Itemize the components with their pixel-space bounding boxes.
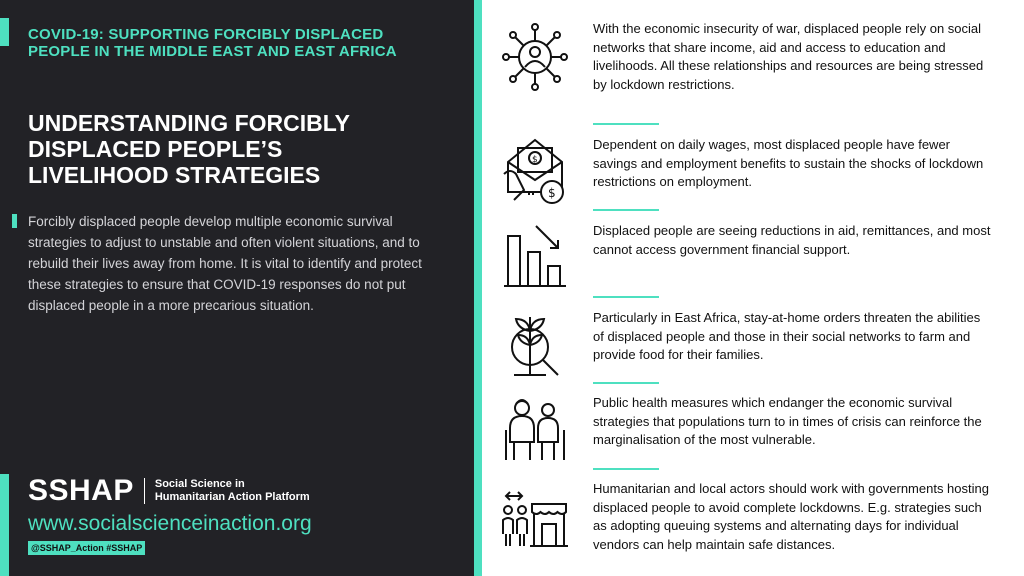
point-divider — [593, 468, 659, 470]
wage-envelope-icon — [500, 134, 570, 208]
key-point-text: Dependent on daily wages, most displaced people have fewer savings and employment benefits to sustain the shocks of lockdown restrictions on employment. — [593, 137, 984, 190]
intro-marker — [12, 214, 17, 228]
platform-name-line2: Humanitarian Action Platform — [154, 491, 310, 503]
point-divider — [593, 382, 659, 384]
website-link[interactable]: www.socialscienceinaction.org — [28, 512, 312, 535]
social-network-icon — [500, 20, 570, 94]
platform-name-line1: Social Science in — [154, 478, 245, 490]
declining-chart-icon — [500, 222, 570, 296]
key-point-text: Public health measures which endanger the economic survival strategies that populations turn to in times of crisis can reinforce the marginalisation of the most vulnerable. — [593, 395, 982, 448]
kicker-title: COVID-19: SUPPORTING FORCIBLY DISPLACED PEOPLE IN THE MIDDLE EAST AND EAST AFRICA — [28, 26, 397, 60]
key-point-text: Humanitarian and local actors should work with governments hosting displaced people to avoid complete lockdowns. E.g. strategies such as adopting queuing systems and alternating days for individual vendors can help maintain safe distances. — [593, 481, 989, 552]
divider-line — [474, 0, 482, 576]
social-handles: @SSHAP_Action #SSHAP — [28, 541, 145, 555]
svg-text:$: $ — [548, 186, 556, 200]
key-point-text: With the economic insecurity of war, displaced people rely on social networks that share income, aid and access to education and livelihoods. All these relationships and resources are being stressed by lockdown restrictions. — [593, 21, 984, 92]
plant-inspection-icon — [500, 309, 570, 383]
point-divider — [593, 296, 659, 298]
page-title: UNDERSTANDING FORCIBLY DISPLACED PEOPLE’S LIVELIHOOD STRATEGIES — [28, 110, 350, 188]
key-point-text: Displaced people are seeing reductions in aid, remittances, and most cannot access government financial support. — [593, 223, 991, 257]
platform-name — [155, 478, 310, 504]
left-panel — [0, 0, 474, 576]
accent-bar-top — [0, 18, 9, 46]
accent-bar-bottom — [0, 474, 9, 576]
point-divider — [593, 209, 659, 211]
logo-separator — [144, 478, 145, 504]
elderly-couple-icon — [500, 394, 570, 468]
logo-row — [28, 474, 310, 508]
point-divider — [593, 123, 659, 125]
distanced-market-icon — [500, 484, 570, 558]
svg-text:$: $ — [532, 155, 538, 165]
sshap-logo: SSHAP — [28, 474, 134, 507]
intro-paragraph: Forcibly displaced people develop multiple economic survival strategies to adjust to unstable and often violent situations, and to rebuild their lives away from home. It is vital to identify and protect these strategies to ensure that COVID-19 responses do not put displaced people in a more precarious situation. — [28, 214, 422, 313]
key-point-text: Particularly in East Africa, stay-at-home orders threaten the abilities of displaced people and those in their social networks to farm and provide food for their families. — [593, 310, 981, 363]
